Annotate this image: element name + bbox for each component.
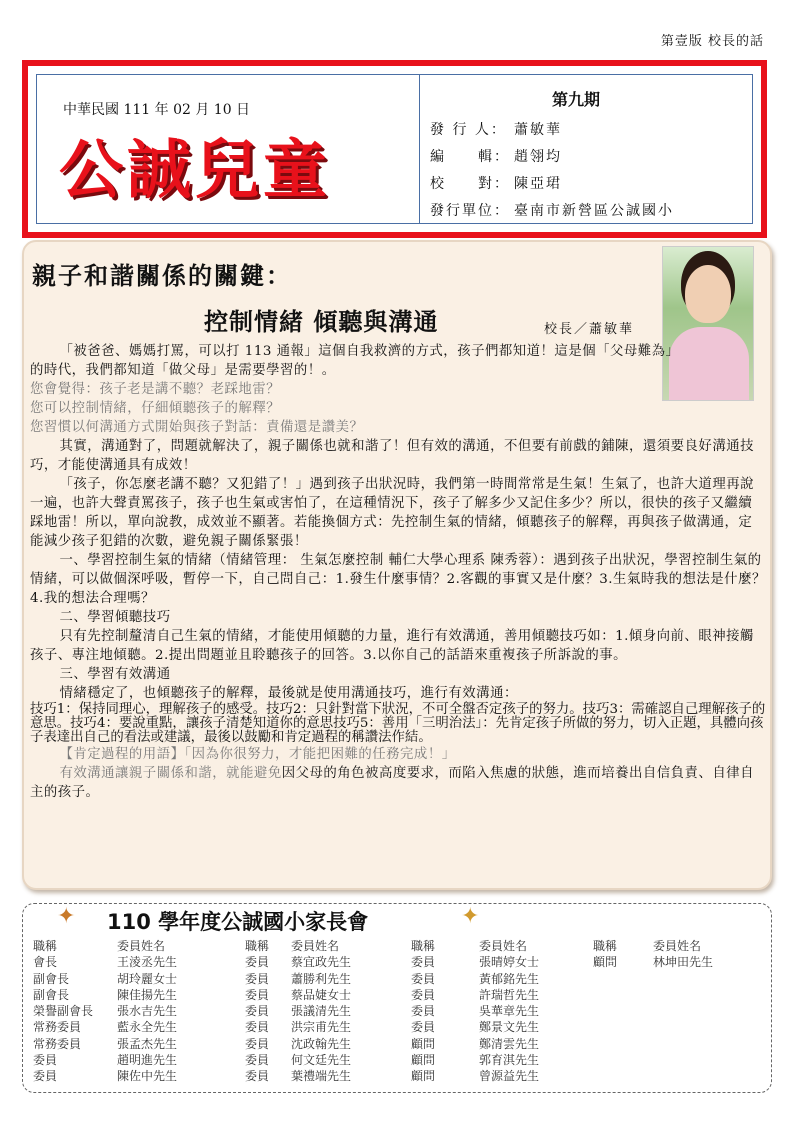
member-title-cell: 委員 bbox=[33, 1053, 58, 1068]
masthead-left bbox=[37, 75, 419, 223]
member-name-cell: 王淩丞先生 bbox=[117, 955, 178, 970]
member-title-cell: 顧問 bbox=[411, 1069, 436, 1084]
table-row bbox=[33, 954, 753, 970]
newspaper-title: 公誠兒童 bbox=[59, 134, 331, 208]
column-header: 委員姓名 bbox=[653, 939, 702, 953]
masthead-inner-frame bbox=[36, 74, 753, 224]
committee-table bbox=[33, 938, 753, 1085]
member-name-cell: 趙明進先生 bbox=[117, 1053, 178, 1068]
member-name-cell bbox=[653, 1003, 753, 1019]
member-name-cell: 張水吉先生 bbox=[117, 1004, 178, 1019]
staff-name: 臺南市新營區公誠國小 bbox=[514, 203, 674, 219]
paragraph: 只有先控制釐清自己生氣的情緒，才能使用傾聽的力量，進行有效溝通，善用傾聽技巧如：1.傾身向前、眼神接觸孩子、專注地傾聽。2.提出問題並且聆聽孩子的回答。3.以你自己的話語來重複孩子所訴說的事。 bbox=[30, 629, 754, 663]
member-name-cell: 張孟杰先生 bbox=[117, 1036, 178, 1051]
article-subtitle: 控制情緒 傾聽與溝通 bbox=[204, 308, 439, 336]
table-row bbox=[33, 1019, 753, 1035]
member-name-cell: 蔡宜政先生 bbox=[291, 955, 352, 970]
member-name-cell: 鄭景文先生 bbox=[479, 1020, 540, 1035]
member-title-cell: 顧問 bbox=[411, 1036, 436, 1051]
member-title-cell: 榮譽副會長 bbox=[33, 1004, 94, 1019]
question-line: 您可以控制情緒，仔細傾聽孩子的解釋？ bbox=[30, 401, 281, 416]
masthead-right bbox=[419, 75, 752, 223]
section-heading: 三、學習有效溝通 bbox=[59, 667, 171, 682]
paragraph: 「被爸爸、媽媽打罵，可以打 113 通報」這個自我救濟的方式，孩子們都知道！這是個「父母難為」的時代，我們都知道「做父母」是需要學習的！。 bbox=[30, 344, 673, 378]
member-title-cell: 委員 bbox=[245, 1069, 270, 1084]
column-header: 委員姓名 bbox=[117, 939, 166, 953]
member-title-cell: 委員 bbox=[411, 955, 436, 970]
member-title-cell bbox=[593, 987, 653, 1003]
paragraph: 一、學習控制生氣的情緒（情緒管理： 生氣怎麼控制 輔仁大學心理系 陳秀蓉）：遇到孩子出狀況，學習控制生氣的情緒，可以做個深呼吸，暫停一下，自己問自己：1.發生什麼事情？2.客觀的事實又是什麼？3.生氣時我的想法是什麼？4.我的想法合理嗎？ bbox=[30, 553, 766, 606]
article-title: 親子和諧關係的關鍵： bbox=[32, 262, 292, 290]
member-name-cell bbox=[653, 1036, 753, 1052]
parent-committee-box bbox=[22, 903, 772, 1093]
member-name-cell bbox=[653, 1019, 753, 1035]
member-title-cell: 委員 bbox=[245, 1004, 270, 1019]
member-name-cell: 吳華章先生 bbox=[479, 1004, 540, 1019]
member-title-cell bbox=[593, 1019, 653, 1035]
staff-name: 趙翎均 bbox=[514, 149, 562, 165]
member-name-cell: 黃郁銘先生 bbox=[479, 971, 540, 986]
paragraph-part: 因父母的角色被高度要求，而陷入焦慮的狀態，進而培養出自信負責、自律自主的孩子。 bbox=[30, 766, 754, 800]
member-title-cell: 顧問 bbox=[411, 1053, 436, 1068]
member-title-cell: 會長 bbox=[33, 955, 58, 970]
masthead bbox=[22, 60, 767, 238]
table-row bbox=[33, 971, 753, 987]
member-name-cell: 張晴婷女士 bbox=[479, 955, 540, 970]
member-name-cell: 許瑞哲先生 bbox=[479, 987, 540, 1002]
column-header: 職稱 bbox=[33, 939, 58, 953]
committee-rows bbox=[33, 954, 753, 1084]
staff-row bbox=[430, 198, 752, 225]
member-title-cell bbox=[593, 1068, 653, 1084]
article-body bbox=[30, 342, 766, 802]
column-header: 職稱 bbox=[245, 939, 270, 953]
member-name-cell: 張議清先生 bbox=[291, 1004, 352, 1019]
staff-role: 發 行 人： bbox=[430, 122, 507, 138]
member-title-cell: 常務委員 bbox=[33, 1020, 82, 1035]
paragraph: 情緒穩定了，也傾聽孩子的解釋，最後就是使用溝通技巧，進行有效溝通： bbox=[59, 686, 518, 701]
member-name-cell: 胡玲麗女士 bbox=[117, 971, 178, 986]
member-name-cell: 蕭勝利先生 bbox=[291, 971, 352, 986]
member-title-cell bbox=[593, 1003, 653, 1019]
member-name-cell: 林坤田先生 bbox=[653, 955, 714, 970]
member-name-cell: 郭育淇先生 bbox=[479, 1053, 540, 1068]
member-title-cell: 顧問 bbox=[593, 955, 618, 970]
member-title-cell: 委員 bbox=[245, 987, 270, 1002]
issue-number: 第九期 bbox=[551, 90, 600, 109]
section-heading: 二、學習傾聽技巧 bbox=[59, 610, 171, 625]
question-line: 您習慣以何溝通方式開始與孩子對話：責備還是讚美？ bbox=[30, 420, 364, 435]
member-title-cell bbox=[593, 1036, 653, 1052]
member-name-cell: 陳佐中先生 bbox=[117, 1069, 178, 1084]
staff-role: 編 輯： bbox=[430, 149, 510, 165]
member-title-cell: 委員 bbox=[411, 971, 436, 986]
member-title-cell: 委員 bbox=[245, 1036, 270, 1051]
member-name-cell: 洪宗甫先生 bbox=[291, 1020, 352, 1035]
table-header bbox=[33, 938, 753, 954]
member-title-cell: 委員 bbox=[245, 955, 270, 970]
member-name-cell bbox=[653, 1052, 753, 1068]
page-header: 第壹版 校長的話 bbox=[660, 34, 764, 49]
party-popper-icon: ✦ bbox=[461, 904, 480, 929]
column-header: 職稱 bbox=[411, 939, 436, 953]
party-popper-icon: ✦ bbox=[57, 904, 76, 929]
member-name-cell: 鄭清雲先生 bbox=[479, 1036, 540, 1051]
member-name-cell bbox=[653, 987, 753, 1003]
member-title-cell bbox=[593, 1052, 653, 1068]
table-row bbox=[33, 1068, 753, 1084]
table-row bbox=[33, 987, 753, 1003]
member-name-cell: 沈政翰先生 bbox=[291, 1036, 352, 1051]
photo-head-shape bbox=[685, 265, 731, 323]
member-name-cell bbox=[653, 1068, 753, 1084]
member-title-cell: 常務委員 bbox=[33, 1036, 82, 1051]
member-name-cell bbox=[653, 971, 753, 987]
member-title-cell: 委員 bbox=[245, 1020, 270, 1035]
member-name-cell: 陳佳揚先生 bbox=[117, 987, 178, 1002]
paragraph-part: 有效溝通讓親子關係和諧，就能避免 bbox=[59, 766, 282, 781]
paragraph-tips: 技巧1：保持同理心，理解孩子的感受。技巧2：只針對當下狀況，不可全盤否定孩子的努力。技巧3：需確認自己理解孩子的意思。技巧4：要說重點，讓孩子清楚知道你的意思技巧5：善用「三明治法」：先肯定孩子所做的努力，切入正題，具體向孩子表達出自己的看法或建議，最後以鼓勵和肯定過程的稱讚法作結。 bbox=[30, 702, 766, 745]
member-name-cell: 曾源益先生 bbox=[479, 1069, 540, 1084]
staff-name: 蕭敏華 bbox=[514, 122, 562, 138]
column-header: 委員姓名 bbox=[479, 939, 528, 953]
paragraph-quote: 【肯定過程的用語】「因為你很努力，才能把困難的任務完成！」 bbox=[59, 747, 456, 762]
article-byline: 校長／蕭敏華 bbox=[544, 322, 635, 337]
issue-date: 中華民國 111 年 02 月 10 日 bbox=[63, 102, 251, 118]
table-row bbox=[33, 1052, 753, 1068]
member-title-cell: 委員 bbox=[245, 971, 270, 986]
member-name-cell: 何文廷先生 bbox=[291, 1053, 352, 1068]
column-header: 委員姓名 bbox=[291, 939, 340, 953]
table-row bbox=[33, 1036, 753, 1052]
question-line: 您會覺得：孩子老是講不聽？老踩地雷？ bbox=[30, 382, 281, 397]
member-title-cell bbox=[593, 971, 653, 987]
member-title-cell: 委員 bbox=[245, 1053, 270, 1068]
paragraph bbox=[30, 764, 766, 802]
member-title-cell: 委員 bbox=[411, 1020, 436, 1035]
column-header: 職稱 bbox=[593, 939, 618, 953]
staff-row bbox=[430, 144, 752, 171]
member-name-cell: 藍永全先生 bbox=[117, 1020, 178, 1035]
paragraph: 其實，溝通對了，問題就解決了，親子關係也就和諧了！但有效的溝通，不但要有前戲的鋪陳，還須要良好溝通技巧，才能使溝通具有成效！ bbox=[30, 439, 754, 473]
staff-row bbox=[430, 117, 752, 144]
staff-row bbox=[430, 171, 752, 198]
member-name-cell: 葉禮端先生 bbox=[291, 1069, 352, 1084]
member-title-cell: 委員 bbox=[411, 987, 436, 1002]
staff-name: 陳亞珺 bbox=[514, 176, 562, 192]
principal-article bbox=[22, 240, 772, 890]
member-title-cell: 委員 bbox=[411, 1004, 436, 1019]
paragraph: 「孩子，你怎麼老講不聽？又犯錯了！」遇到孩子出狀況時，我們第一時間常常是生氣！生氣了，也許大道理再說一遍，也許大聲責罵孩子，孩子也生氣或害怕了，在這種情況下，孩子了解多少又記住多少？所以，很快的孩子又繼續踩地雷！所以，單向說教，成效並不顯著。若能換個方式：先控制生氣的情緒，傾聽孩子的解釋，再與孩子做溝通，定能減少孩子犯錯的次數，避免親子關係緊張！ bbox=[30, 477, 754, 549]
member-title-cell: 委員 bbox=[33, 1069, 58, 1084]
member-title-cell: 副會長 bbox=[33, 987, 70, 1002]
table-row bbox=[33, 1003, 753, 1019]
member-title-cell: 副會長 bbox=[33, 971, 70, 986]
committee-title: 110 學年度公誠國小家長會 bbox=[103, 906, 372, 936]
staff-role: 發行單位： bbox=[430, 203, 510, 219]
member-name-cell: 蔡品婕女士 bbox=[291, 987, 352, 1002]
staff-role: 校 對： bbox=[430, 176, 510, 192]
